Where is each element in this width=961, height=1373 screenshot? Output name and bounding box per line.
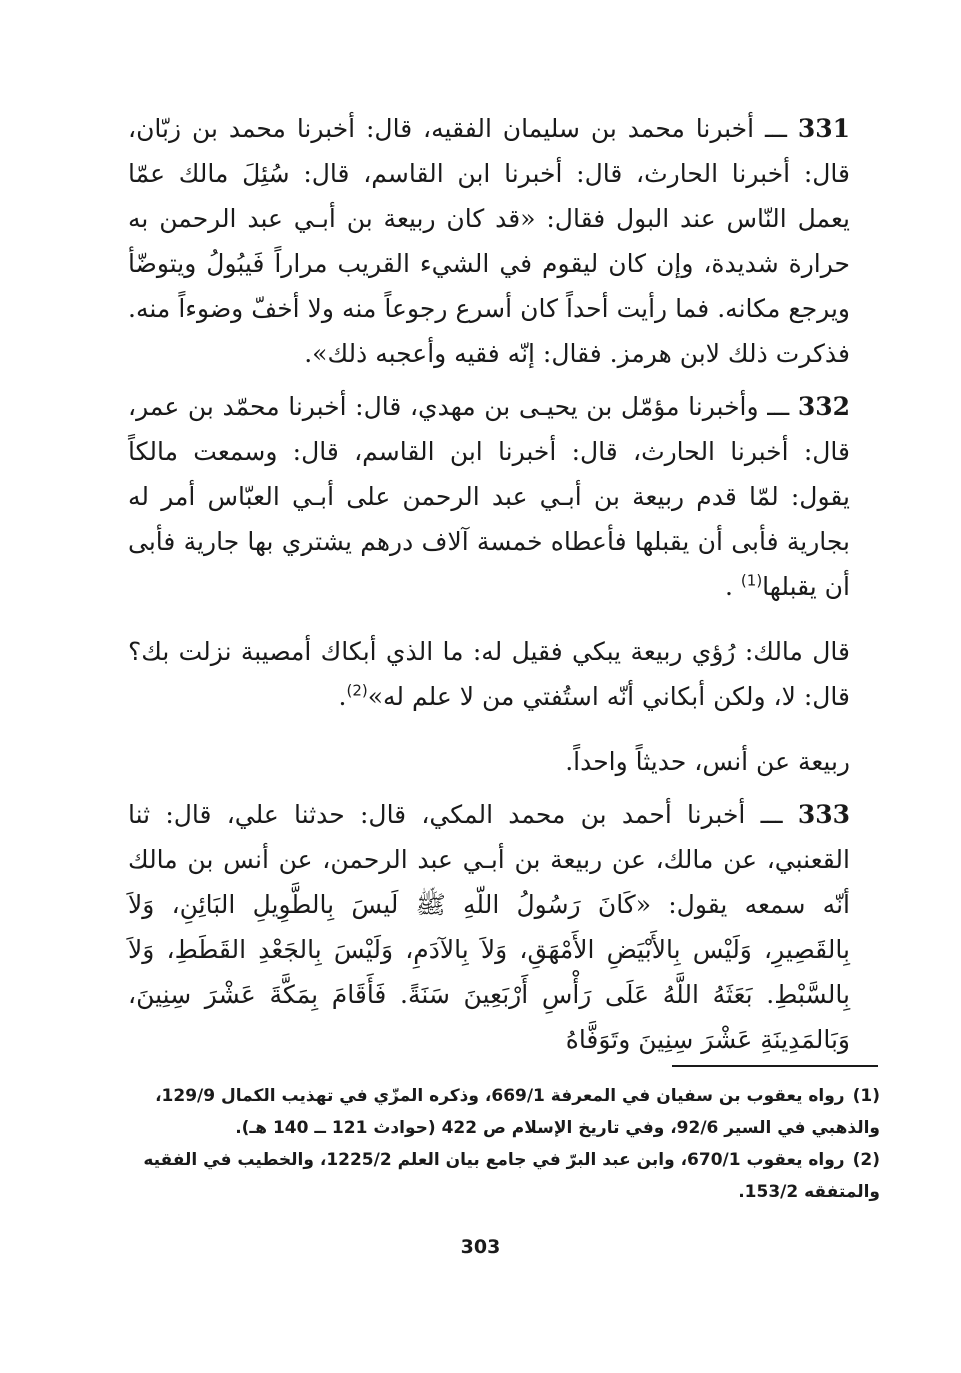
footnote-reference: (1) bbox=[740, 571, 763, 590]
hadith-entry-331 bbox=[128, 106, 850, 376]
entry-tail: . bbox=[725, 572, 741, 601]
page-number: 303 bbox=[460, 1236, 501, 1258]
hadith-entry-333 bbox=[128, 792, 850, 1062]
main-text-block bbox=[128, 106, 850, 1062]
paragraph-text: قال مالك: رُؤي ربيعة يبكي فقيل له: ما الذي أبكاك أمصيبة نزلت بك؟ قال: لا، ولكن أبكاني أنّه استُفتي من لا علم له» bbox=[128, 637, 850, 711]
footnotes-block bbox=[128, 1080, 880, 1208]
entry-text: ـــ أخبرنا أحمد بن محمد المكي، قال: حدثنا علي، قال: ثنا القعنبي، عن مالك، عن ربيعة بن أبـي عبد الرحمن، عن أنس بن مالك أنّه سمعه يقول: «كَانَ رَسُولُ اللّهِ ﷺ لَيسَ بِالطَّوِيلِ البَائِنِ، وَلاَ بِالقَصِيرِ، وَلَيْس بِالأَبْيَضِ الأَمْهَقِ، وَلاَ بِالآدَمِ، وَلَيْسَ بِالجَعْدِ القَطَطِ، وَلاَ بِالسَّبْطِ. بَعَثَهُ اللَّهُ عَلَى رَأْسِ أَرْبَعِينَ سَنَةً. فَأَقَامَ بِمَكَّةَ عَشْرَ سِنِينَ، وَبَالمَدِينَةِ عَشْرَ سِنِينَ وتَوَفَّاهُ bbox=[128, 800, 850, 1054]
malik-paragraph bbox=[128, 629, 850, 719]
footnote-text: رواه يعقوب 670/1، وابن عبد البرّ في جامع بيان العلم 1225/2، والخطيب في الفقيه والمتفقه 153/2. bbox=[143, 1150, 880, 1202]
entry-text: ـــ أخبرنا محمد بن سليمان الفقيه، قال: أخبرنا محمد بن زبّان، قال: أخبرنا الحارث، قال: أخبرنا ابن القاسم، قال: سُئِلَ مالك عمّا يعمل النّاس عند البول فقال: «قد كان ربيعة بن أبـي عبد الرحمن به حرارة شديدة، وإن كان ليقوم في الشيء القريب مراراً فَيبُولُ ويتوضّأ ويرجع مكانه. فما رأيت أحداً كان أسرع رجوعاً منه ولا أخفّ وضوءاً منه. فذكرت ذلك لابن هرمز. فقال: إنّه فقيه وأعجبه ذلك». bbox=[128, 114, 850, 368]
entry-number: 331 bbox=[797, 114, 850, 143]
hadith-entry-332 bbox=[128, 384, 850, 609]
section-heading: ربيعة عن أنس، حديثاً واحداً. bbox=[565, 747, 850, 776]
footnote-divider bbox=[672, 1065, 878, 1067]
entry-text: ـــ وأخبرنا مؤمّل بن يحيـى بن مهدي، قال: أخبرنا محمّد بن عمر، قال: أخبرنا الحارث، قال: أخبرنا ابن القاسم، قال: وسمعت مالكاً يقول: لمّا قدم ربيعة بن أبـي عبد الرحمن على أبـي العبّاس أمر له بجارية فأبى أن يقبلها فأعطاه خمسة آلاف درهم يشتري بها جارية فأبى أن يقبلها bbox=[128, 392, 850, 601]
footnote-marker: (2) bbox=[852, 1150, 880, 1170]
footnote-reference: (2) bbox=[346, 681, 368, 700]
footnote-1 bbox=[128, 1080, 880, 1144]
entry-number: 333 bbox=[797, 800, 850, 829]
paragraph-tail: . bbox=[338, 682, 347, 711]
footnote-2 bbox=[128, 1144, 880, 1208]
entry-number: 332 bbox=[797, 392, 850, 421]
footnote-marker: (1) bbox=[852, 1086, 880, 1106]
footnote-text: رواه يعقوب بن سفيان في المعرفة 669/1، وذكره المزّي في تهذيب الكمال 129/9، والذهبي في السير 92/6، وفي تاريخ الإسلام ص 422 (حوادث 121 ــ 140 هـ). bbox=[155, 1086, 880, 1138]
